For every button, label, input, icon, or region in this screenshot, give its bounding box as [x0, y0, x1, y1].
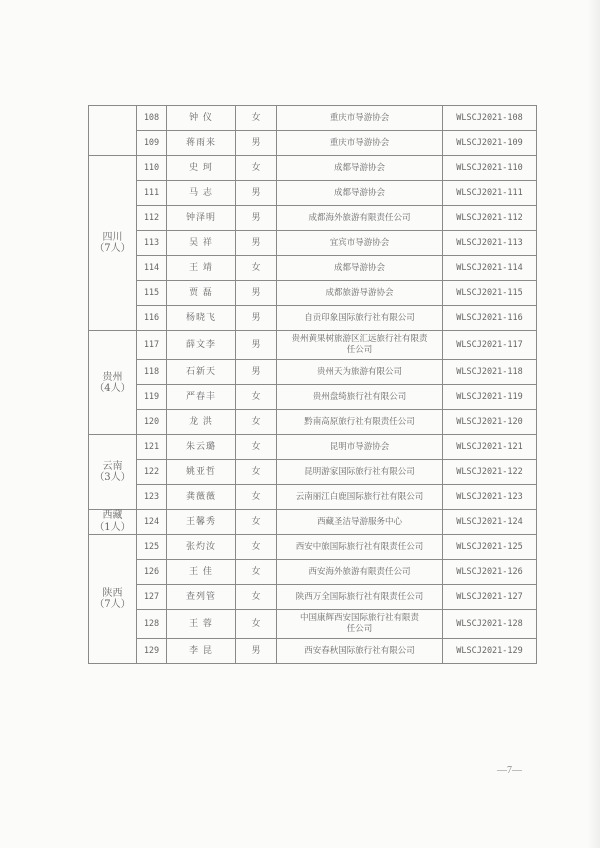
certificate-number: WLSCJ2021-122 — [443, 460, 537, 485]
gender: 女 — [236, 156, 277, 181]
certificate-number: WLSCJ2021-120 — [443, 410, 537, 435]
row-number: 113 — [137, 231, 167, 256]
certificate-number: WLSCJ2021-127 — [443, 585, 537, 610]
person-name: 马 志 — [167, 181, 236, 206]
province-cell — [89, 156, 137, 331]
table-row — [89, 231, 537, 256]
province-cell — [89, 510, 137, 535]
certificate-number: WLSCJ2021-115 — [443, 281, 537, 306]
certificate-number: WLSCJ2021-124 — [443, 510, 537, 535]
row-number: 116 — [137, 306, 167, 331]
certificate-number: WLSCJ2021-108 — [443, 106, 537, 131]
certificate-number: WLSCJ2021-126 — [443, 560, 537, 585]
organization: 贵州黄果树旅游区汇远旅行社有限责任公司 — [277, 331, 443, 360]
province-name: 四川 — [102, 232, 123, 243]
row-number: 128 — [137, 610, 167, 639]
table-row — [89, 560, 537, 585]
row-number: 110 — [137, 156, 167, 181]
row-number: 111 — [137, 181, 167, 206]
table-row — [89, 639, 537, 664]
table-row — [89, 131, 537, 156]
gender: 女 — [236, 460, 277, 485]
gender: 女 — [236, 535, 277, 560]
table-row — [89, 181, 537, 206]
organization: 西安春秋国际旅行社有限公司 — [277, 639, 443, 664]
certificate-number: WLSCJ2021-121 — [443, 435, 537, 460]
person-name: 史 珂 — [167, 156, 236, 181]
gender: 女 — [236, 435, 277, 460]
person-name: 钟 仪 — [167, 106, 236, 131]
gender: 女 — [236, 510, 277, 535]
table-row — [89, 331, 537, 360]
gender: 女 — [236, 410, 277, 435]
table-row — [89, 306, 537, 331]
gender: 男 — [236, 639, 277, 664]
table-row — [89, 460, 537, 485]
organization: 贵州盘绮旅行社有限公司 — [277, 385, 443, 410]
gender: 男 — [236, 306, 277, 331]
certificate-number: WLSCJ2021-114 — [443, 256, 537, 281]
table-row — [89, 610, 537, 639]
page-number: —7— — [497, 765, 522, 776]
person-name: 王 蓉 — [167, 610, 236, 639]
organization: 成都海外旅游有限责任公司 — [277, 206, 443, 231]
gender: 女 — [236, 485, 277, 510]
gender: 男 — [236, 181, 277, 206]
gender: 女 — [236, 256, 277, 281]
gender: 女 — [236, 560, 277, 585]
certificate-number: WLSCJ2021-118 — [443, 360, 537, 385]
province-cell — [89, 435, 137, 510]
province-name: 西藏 — [102, 510, 123, 521]
gender: 女 — [236, 106, 277, 131]
certificate-number: WLSCJ2021-119 — [443, 385, 537, 410]
province-cell — [89, 331, 137, 435]
person-name: 严春丰 — [167, 385, 236, 410]
organization: 昆明游家国际旅行社有限公司 — [277, 460, 443, 485]
table-row — [89, 156, 537, 181]
person-name: 张灼汝 — [167, 535, 236, 560]
gender: 男 — [236, 206, 277, 231]
table-row — [89, 360, 537, 385]
certificate-number: WLSCJ2021-109 — [443, 131, 537, 156]
person-name: 李 昆 — [167, 639, 236, 664]
gender: 男 — [236, 131, 277, 156]
certificate-number: WLSCJ2021-110 — [443, 156, 537, 181]
province-cell — [89, 106, 137, 156]
gender: 女 — [236, 385, 277, 410]
gender: 女 — [236, 585, 277, 610]
organization: 重庆市导游协会 — [277, 131, 443, 156]
gender: 男 — [236, 231, 277, 256]
organization: 宜宾市导游协会 — [277, 231, 443, 256]
certificate-number: WLSCJ2021-125 — [443, 535, 537, 560]
page-edge-shadow — [588, 0, 600, 848]
organization: 昆明市导游协会 — [277, 435, 443, 460]
gender: 男 — [236, 331, 277, 360]
organization: 西藏圣洁导游服务中心 — [277, 510, 443, 535]
organization: 黔南高原旅行社有限责任公司 — [277, 410, 443, 435]
organization: 陕西万全国际旅行社有限责任公司 — [277, 585, 443, 610]
gender: 男 — [236, 360, 277, 385]
certificate-number: WLSCJ2021-129 — [443, 639, 537, 664]
province-name: 贵州 — [102, 371, 123, 383]
certificate-number: WLSCJ2021-128 — [443, 610, 537, 639]
person-name: 龙 洪 — [167, 410, 236, 435]
row-number: 127 — [137, 585, 167, 610]
organization: 重庆市导游协会 — [277, 106, 443, 131]
table-row — [89, 106, 537, 131]
organization: 中国康辉西安国际旅行社有限责任公司 — [277, 610, 443, 639]
person-name: 贾 磊 — [167, 281, 236, 306]
organization: 西安海外旅游有限责任公司 — [277, 560, 443, 585]
row-number: 112 — [137, 206, 167, 231]
roster-table — [88, 105, 537, 664]
person-name: 查列管 — [167, 585, 236, 610]
certificate-number: WLSCJ2021-123 — [443, 485, 537, 510]
organization: 贵州天为旅游有限公司 — [277, 360, 443, 385]
person-name: 石新天 — [167, 360, 236, 385]
row-number: 126 — [137, 560, 167, 585]
person-name: 钟泽明 — [167, 206, 236, 231]
table-row — [89, 585, 537, 610]
table-row — [89, 385, 537, 410]
organization: 成都导游协会 — [277, 181, 443, 206]
province-name: 陕西 — [102, 588, 123, 599]
row-number: 119 — [137, 385, 167, 410]
row-number: 123 — [137, 485, 167, 510]
province-name: 云南 — [102, 461, 123, 472]
person-name: 蒋雨来 — [167, 131, 236, 156]
row-number: 114 — [137, 256, 167, 281]
province-cell — [89, 535, 137, 664]
table-row — [89, 535, 537, 560]
table-row — [89, 410, 537, 435]
row-number: 108 — [137, 106, 167, 131]
table-row — [89, 206, 537, 231]
organization: 成都导游协会 — [277, 256, 443, 281]
roster-table-body — [89, 106, 537, 664]
row-number: 124 — [137, 510, 167, 535]
row-number: 109 — [137, 131, 167, 156]
organization: 成都导游协会 — [277, 156, 443, 181]
row-number: 117 — [137, 331, 167, 360]
province-count: （7人） — [94, 243, 131, 254]
row-number: 125 — [137, 535, 167, 560]
row-number: 121 — [137, 435, 167, 460]
province-count: （3人） — [94, 472, 131, 483]
organization: 云南丽江白鹿国际旅行社有限公司 — [277, 485, 443, 510]
person-name: 薛文李 — [167, 331, 236, 360]
row-number: 120 — [137, 410, 167, 435]
row-number: 129 — [137, 639, 167, 664]
table-row — [89, 485, 537, 510]
person-name: 杨晓飞 — [167, 306, 236, 331]
province-count: （4人） — [94, 382, 131, 394]
row-number: 122 — [137, 460, 167, 485]
table-row — [89, 435, 537, 460]
gender: 男 — [236, 281, 277, 306]
organization: 自贡印象国际旅行社有限公司 — [277, 306, 443, 331]
province-count: （1人） — [94, 522, 131, 533]
row-number: 115 — [137, 281, 167, 306]
organization: 成都旅游导游协会 — [277, 281, 443, 306]
certificate-number: WLSCJ2021-117 — [443, 331, 537, 360]
certificate-number: WLSCJ2021-113 — [443, 231, 537, 256]
row-number: 118 — [137, 360, 167, 385]
person-name: 王 佳 — [167, 560, 236, 585]
province-count: （7人） — [94, 599, 131, 610]
certificate-number: WLSCJ2021-116 — [443, 306, 537, 331]
table-row — [89, 510, 537, 535]
person-name: 王 靖 — [167, 256, 236, 281]
organization: 西安中旅国际旅行社有限责任公司 — [277, 535, 443, 560]
table-row — [89, 256, 537, 281]
certificate-number: WLSCJ2021-112 — [443, 206, 537, 231]
person-name: 姚亚哲 — [167, 460, 236, 485]
person-name: 吴 祥 — [167, 231, 236, 256]
table-row — [89, 281, 537, 306]
person-name: 王馨秀 — [167, 510, 236, 535]
gender: 女 — [236, 610, 277, 639]
person-name: 朱云璐 — [167, 435, 236, 460]
person-name: 龚薇薇 — [167, 485, 236, 510]
certificate-number: WLSCJ2021-111 — [443, 181, 537, 206]
